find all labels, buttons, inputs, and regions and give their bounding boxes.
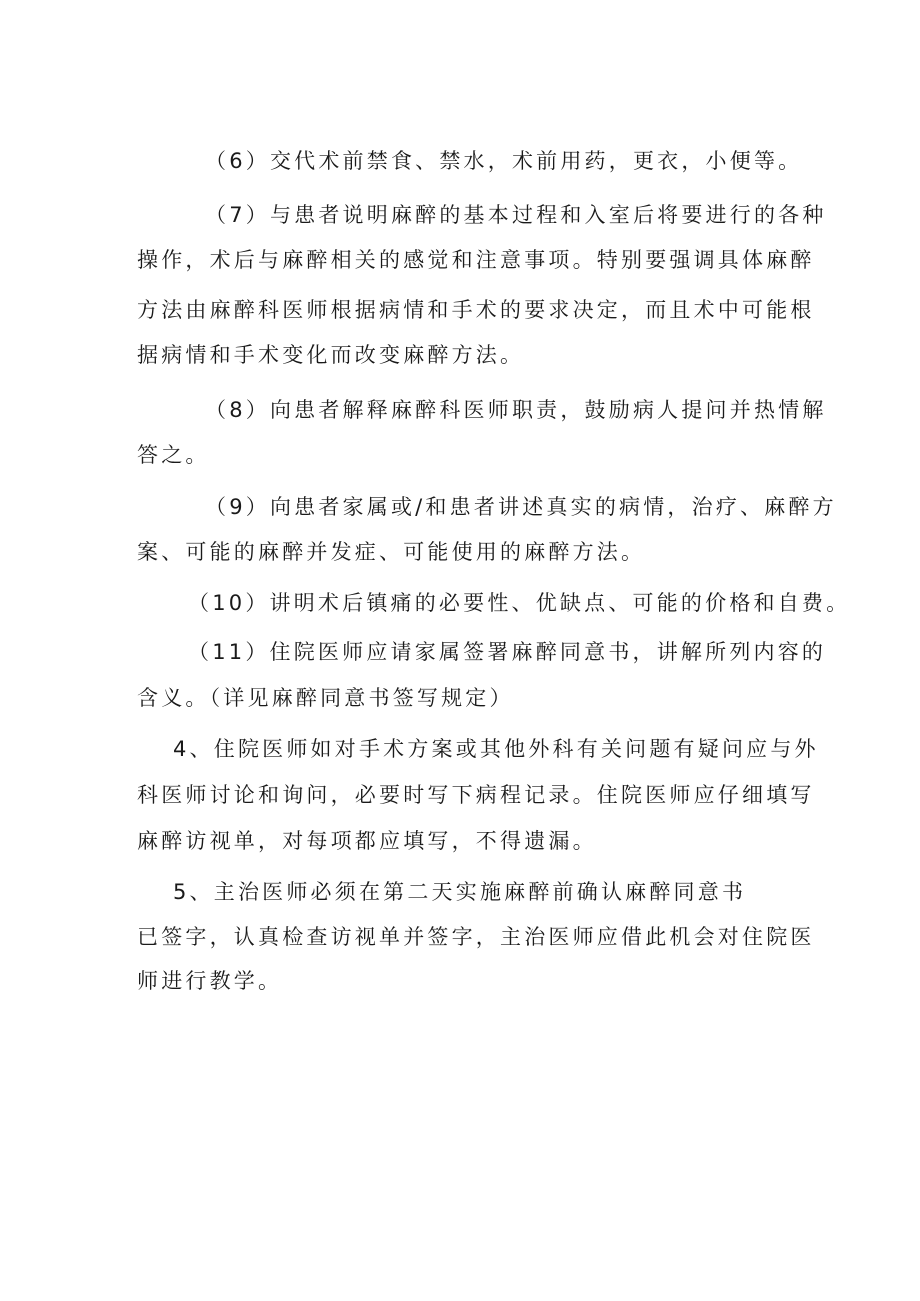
item-4-line-1: 4、住院医师如对手术方案或其他外科有关问题有疑问应与外 [173, 737, 819, 761]
item-5-line-3: 师进行教学。 [137, 969, 283, 993]
item-6-line-1: （6）交代术前禁食、禁水，术前用药，更衣，小便等。 [205, 149, 803, 173]
item-7-line-2: 操作，术后与麻醉相关的感觉和注意事项。特别要强调具体麻醉 [137, 248, 815, 272]
item-7-line-1: （7）与患者说明麻醉的基本过程和入室后将要进行的各种 [205, 203, 827, 227]
item-10-line-1: （10）讲明术后镇痛的必要性、优缺点、可能的价格和自费。 [188, 591, 851, 615]
item-11-line-2: 含义。（详见麻醉同意书签写规定） [137, 686, 514, 710]
item-8-line-2: 答之。 [137, 443, 210, 467]
item-4-line-2: 科医师讨论和询问，必要时写下病程记录。住院医师应仔细填写 [137, 783, 815, 807]
item-7-line-4: 据病情和手术变化而改变麻醉方法。 [137, 343, 525, 367]
item-9-line-2: 案、可能的麻醉并发症、可能使用的麻醉方法。 [137, 540, 646, 564]
item-5-line-1: 5、主治医师必须在第二天实施麻醉前确认麻醉同意书 [173, 880, 747, 904]
item-11-line-1: （11）住院医师应请家属签署麻醉同意书，讲解所列内容的 [188, 640, 827, 664]
item-5-line-2: 已签字，认真检查访视单并签字，主治医师应借此机会对住院医 [137, 925, 815, 949]
item-7-line-3: 方法由麻醉科医师根据病情和手术的要求决定，而且术中可能根 [137, 298, 815, 322]
item-9-line-1: （9）向患者家属或/和患者讲述真实的病情，治疗、麻醉方 [205, 495, 837, 519]
item-8-line-1: （8）向患者解释麻醉科医师职责，鼓励病人提问并热情解 [205, 398, 827, 422]
item-4-line-3: 麻醉访视单，对每项都应填写，不得遗漏。 [137, 829, 597, 853]
